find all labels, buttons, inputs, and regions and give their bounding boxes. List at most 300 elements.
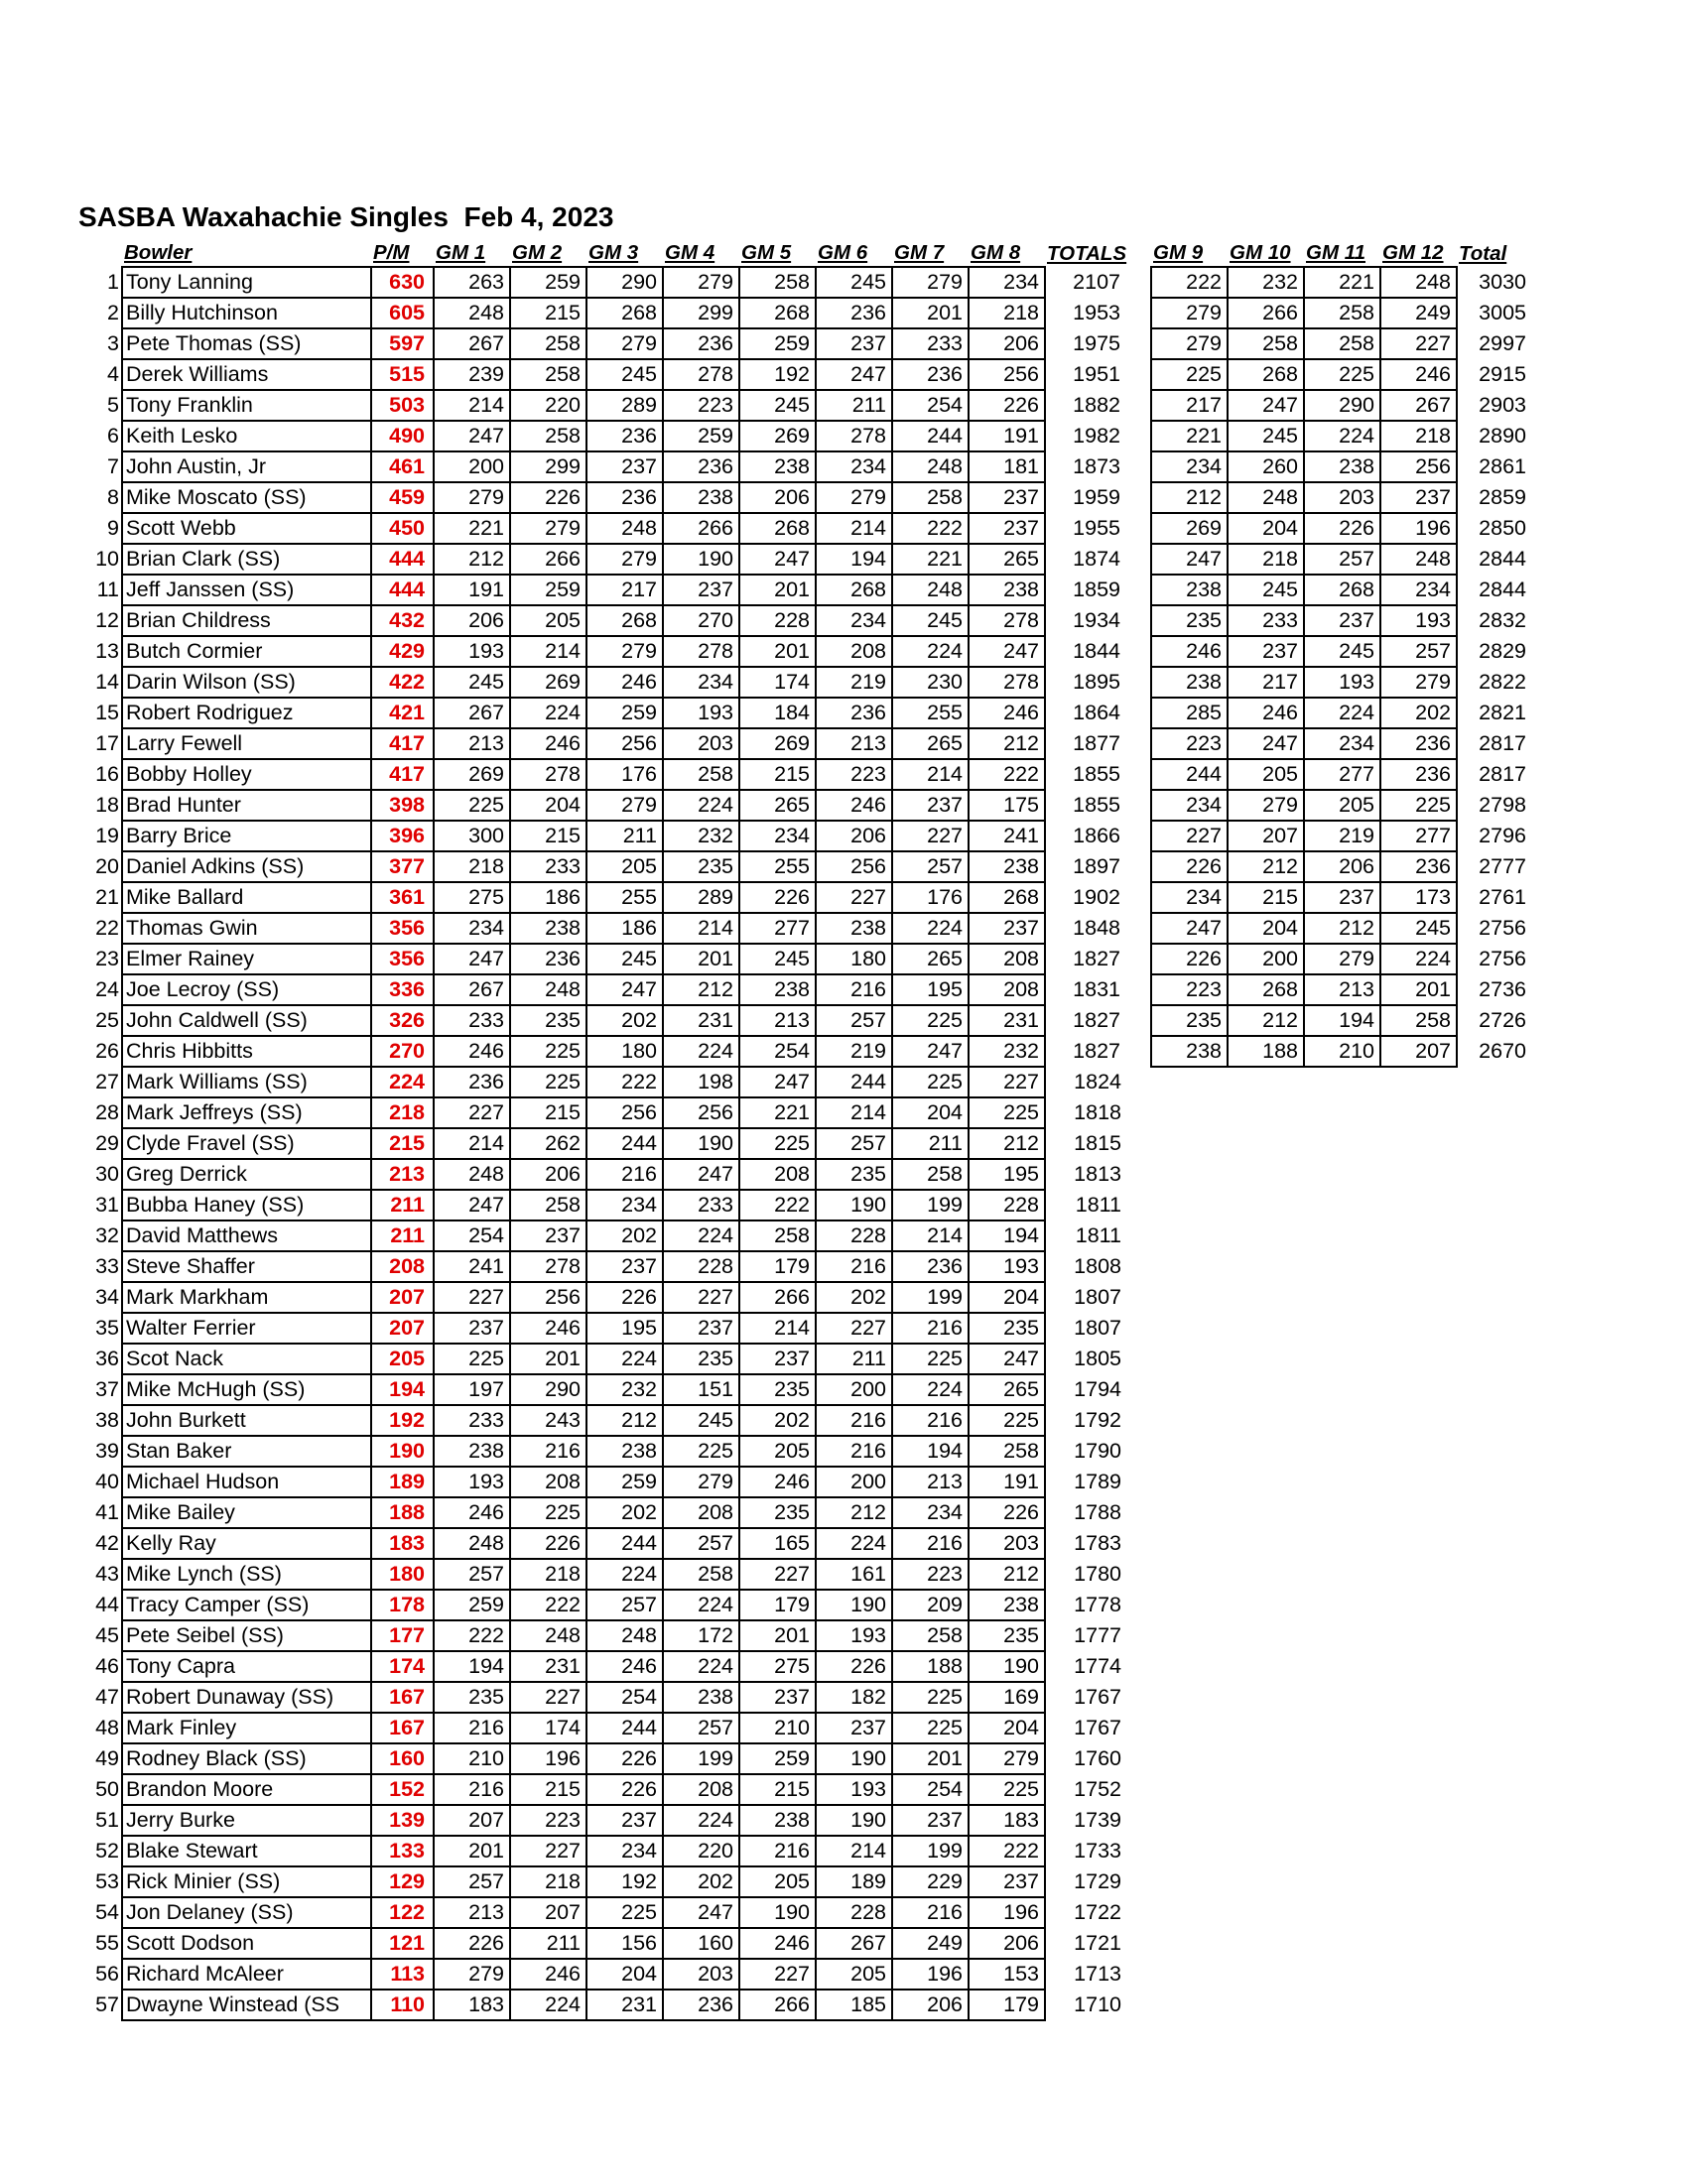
game-score-cell: 238 xyxy=(1151,1036,1228,1067)
plus-minus-cell: 190 xyxy=(371,1436,434,1467)
game-score-cell: 225 xyxy=(434,1344,510,1374)
game-score-cell: 216 xyxy=(892,1528,969,1559)
plus-minus-cell: 605 xyxy=(371,298,434,328)
game-score-cell: 211 xyxy=(510,1928,586,1959)
bowler-name-cell: Dwayne Winstead (SS xyxy=(122,1990,371,2020)
plus-minus-cell: 180 xyxy=(371,1559,434,1590)
game-score-cell: 213 xyxy=(892,1467,969,1497)
plus-minus-cell: 167 xyxy=(371,1682,434,1713)
game-score-cell: 246 xyxy=(969,698,1045,728)
plus-minus-cell: 133 xyxy=(371,1836,434,1866)
table-row xyxy=(78,882,1544,913)
game-score-cell: 279 xyxy=(586,544,663,575)
plus-minus-cell: 459 xyxy=(371,482,434,513)
empty-cell xyxy=(1228,1405,1304,1436)
game-score-cell: 265 xyxy=(969,1374,1045,1405)
rank-cell: 2 xyxy=(107,301,119,324)
game-score-cell: 215 xyxy=(739,759,816,790)
game-score-cell: 206 xyxy=(739,482,816,513)
bowler-name-cell: Larry Fewell xyxy=(122,728,371,759)
game-score-cell: 236 xyxy=(663,328,739,359)
empty-cell xyxy=(1380,1743,1457,1774)
game-score-cell: 246 xyxy=(1228,698,1304,728)
grand-total-cell: 2859 xyxy=(1479,485,1526,509)
game-score-cell: 212 xyxy=(816,1497,892,1528)
game-score-cell: 244 xyxy=(892,421,969,451)
game-score-cell: 180 xyxy=(816,944,892,974)
totals-cell: 1815 xyxy=(1074,1131,1121,1155)
bowler-name-cell: Walter Ferrier xyxy=(122,1313,371,1344)
game-score-cell: 225 xyxy=(1151,359,1228,390)
game-score-cell: 193 xyxy=(1304,667,1380,698)
empty-cell xyxy=(1380,1128,1457,1159)
plus-minus-cell: 160 xyxy=(371,1743,434,1774)
totals-cell: 1789 xyxy=(1074,1470,1121,1493)
plus-minus-cell: 356 xyxy=(371,913,434,944)
game-score-cell: 235 xyxy=(434,1682,510,1713)
empty-cell xyxy=(1457,1497,1544,1528)
rank-cell: 37 xyxy=(95,1377,119,1401)
game-score-cell: 201 xyxy=(739,636,816,667)
game-score-cell: 212 xyxy=(1228,851,1304,882)
rank-cell: 54 xyxy=(95,1900,119,1924)
empty-cell xyxy=(1304,1928,1380,1959)
empty-cell xyxy=(1228,1528,1304,1559)
game-score-cell: 299 xyxy=(663,298,739,328)
plus-minus-cell: 213 xyxy=(371,1159,434,1190)
game-score-cell: 206 xyxy=(969,328,1045,359)
plus-minus-cell: 211 xyxy=(371,1220,434,1251)
grand-total-cell: 2915 xyxy=(1479,362,1526,386)
game-score-cell: 212 xyxy=(1228,1005,1304,1036)
game-score-cell: 234 xyxy=(816,451,892,482)
totals-cell: 1951 xyxy=(1073,362,1120,386)
game-score-cell: 224 xyxy=(1304,698,1380,728)
game-score-cell: 279 xyxy=(1380,667,1457,698)
empty-cell xyxy=(1304,1743,1380,1774)
empty-cell xyxy=(1457,1220,1544,1251)
game-score-cell: 247 xyxy=(1151,913,1228,944)
game-score-cell: 222 xyxy=(434,1620,510,1651)
game-score-cell: 227 xyxy=(434,1097,510,1128)
game-score-cell: 248 xyxy=(892,451,969,482)
game-score-cell: 245 xyxy=(1304,636,1380,667)
table-row xyxy=(78,913,1544,944)
game-score-cell: 180 xyxy=(586,1036,663,1067)
empty-cell xyxy=(1304,1436,1380,1467)
plus-minus-cell: 515 xyxy=(371,359,434,390)
empty-cell xyxy=(1151,1097,1228,1128)
totals-cell: 1760 xyxy=(1074,1746,1121,1770)
plus-minus-cell: 597 xyxy=(371,328,434,359)
game-score-cell: 237 xyxy=(586,451,663,482)
game-score-cell: 266 xyxy=(1228,298,1304,328)
bowler-name-cell: Jon Delaney (SS) xyxy=(122,1897,371,1928)
empty-cell xyxy=(1151,1866,1228,1897)
game-score-cell: 237 xyxy=(816,328,892,359)
game-score-cell: 225 xyxy=(892,1682,969,1713)
empty-cell xyxy=(1151,1067,1228,1097)
totals-cell: 1733 xyxy=(1074,1839,1121,1863)
game-score-cell: 212 xyxy=(1151,482,1228,513)
game-score-cell: 204 xyxy=(586,1959,663,1990)
empty-cell xyxy=(1304,1590,1380,1620)
game-score-cell: 237 xyxy=(434,1313,510,1344)
game-score-cell: 211 xyxy=(816,390,892,421)
empty-cell xyxy=(1380,1866,1457,1897)
game-score-cell: 248 xyxy=(1228,482,1304,513)
game-score-cell: 217 xyxy=(586,575,663,605)
table-row xyxy=(78,1159,1544,1190)
game-score-cell: 279 xyxy=(586,328,663,359)
game-score-cell: 221 xyxy=(739,1097,816,1128)
bowler-name-cell: Robert Rodriguez xyxy=(122,698,371,728)
game-score-cell: 194 xyxy=(1304,1005,1380,1036)
game-score-cell: 184 xyxy=(739,698,816,728)
game-score-cell: 256 xyxy=(816,851,892,882)
game-score-cell: 227 xyxy=(739,1959,816,1990)
game-score-cell: 192 xyxy=(739,359,816,390)
plus-minus-cell: 417 xyxy=(371,759,434,790)
game-score-cell: 225 xyxy=(892,1344,969,1374)
game-score-cell: 223 xyxy=(1151,728,1228,759)
game-score-cell: 205 xyxy=(1304,790,1380,821)
empty-cell xyxy=(1304,1897,1380,1928)
plus-minus-cell: 503 xyxy=(371,390,434,421)
empty-cell xyxy=(1228,1620,1304,1651)
totals-cell: 1827 xyxy=(1073,1008,1120,1032)
grand-total-cell: 2861 xyxy=(1479,454,1526,478)
game-score-cell: 193 xyxy=(816,1620,892,1651)
empty-cell xyxy=(1304,1651,1380,1682)
bowler-name-cell: Brad Hunter xyxy=(122,790,371,821)
game-score-cell: 265 xyxy=(892,944,969,974)
empty-cell xyxy=(1228,1344,1304,1374)
totals-cell: 1807 xyxy=(1074,1285,1121,1309)
game-score-cell: 202 xyxy=(586,1497,663,1528)
totals-cell: 1774 xyxy=(1074,1654,1121,1678)
game-score-cell: 266 xyxy=(663,513,739,544)
bowler-name-cell: Tracy Camper (SS) xyxy=(122,1590,371,1620)
game-score-cell: 248 xyxy=(434,298,510,328)
game-score-cell: 265 xyxy=(969,544,1045,575)
rank-cell: 22 xyxy=(95,916,119,940)
game-score-cell: 279 xyxy=(816,482,892,513)
game-score-cell: 156 xyxy=(586,1928,663,1959)
game-score-cell: 235 xyxy=(663,1344,739,1374)
game-score-cell: 194 xyxy=(969,1220,1045,1251)
rank-cell: 48 xyxy=(95,1716,119,1739)
game-score-cell: 174 xyxy=(510,1713,586,1743)
game-score-cell: 269 xyxy=(1151,513,1228,544)
game-score-cell: 230 xyxy=(892,667,969,698)
game-score-cell: 258 xyxy=(1304,328,1380,359)
table-row xyxy=(78,759,1544,790)
game-score-cell: 257 xyxy=(892,851,969,882)
game-score-cell: 224 xyxy=(586,1344,663,1374)
game-score-cell: 237 xyxy=(969,482,1045,513)
bowler-name-cell: Butch Cormier xyxy=(122,636,371,667)
game-score-cell: 190 xyxy=(816,1743,892,1774)
totals-cell: 1895 xyxy=(1073,670,1120,694)
totals-cell: 1777 xyxy=(1074,1623,1121,1647)
game-score-cell: 223 xyxy=(663,390,739,421)
game-score-cell: 227 xyxy=(510,1836,586,1866)
game-score-cell: 265 xyxy=(892,728,969,759)
game-score-cell: 275 xyxy=(434,882,510,913)
empty-cell xyxy=(1457,1251,1544,1282)
empty-cell xyxy=(1304,1220,1380,1251)
empty-cell xyxy=(1228,1497,1304,1528)
game-score-cell: 216 xyxy=(739,1836,816,1866)
game-score-cell: 214 xyxy=(434,1128,510,1159)
table-row xyxy=(78,1405,1544,1436)
game-score-cell: 226 xyxy=(969,390,1045,421)
table-row xyxy=(78,267,1544,298)
game-score-cell: 236 xyxy=(586,421,663,451)
grand-total-cell: 2761 xyxy=(1479,885,1526,909)
game-score-cell: 204 xyxy=(1228,513,1304,544)
column-header: GM 8 xyxy=(971,241,1021,264)
game-score-cell: 216 xyxy=(816,1251,892,1282)
grand-total-cell: 2903 xyxy=(1479,393,1526,417)
bowler-name-cell: Bobby Holley xyxy=(122,759,371,790)
game-score-cell: 245 xyxy=(892,605,969,636)
game-score-cell: 201 xyxy=(663,944,739,974)
rank-cell: 50 xyxy=(95,1777,119,1801)
game-score-cell: 224 xyxy=(1380,944,1457,974)
game-score-cell: 216 xyxy=(816,1436,892,1467)
game-score-cell: 220 xyxy=(510,390,586,421)
game-score-cell: 205 xyxy=(1228,759,1304,790)
totals-cell: 1982 xyxy=(1073,424,1120,448)
game-score-cell: 258 xyxy=(892,1620,969,1651)
empty-cell xyxy=(1228,1467,1304,1497)
game-score-cell: 246 xyxy=(816,790,892,821)
game-score-cell: 234 xyxy=(739,821,816,851)
empty-cell xyxy=(1228,1374,1304,1405)
empty-cell xyxy=(1151,1374,1228,1405)
game-score-cell: 258 xyxy=(969,1436,1045,1467)
rank-cell: 36 xyxy=(95,1347,119,1370)
game-score-cell: 232 xyxy=(1228,267,1304,298)
game-score-cell: 237 xyxy=(739,1682,816,1713)
game-score-cell: 225 xyxy=(892,1713,969,1743)
table-row xyxy=(78,698,1544,728)
table-row xyxy=(78,513,1544,544)
game-score-cell: 200 xyxy=(816,1467,892,1497)
game-score-cell: 213 xyxy=(434,1897,510,1928)
table-body xyxy=(78,267,1544,2020)
bowler-name-cell: Brandon Moore xyxy=(122,1774,371,1805)
game-score-cell: 277 xyxy=(1304,759,1380,790)
empty-cell xyxy=(1151,1774,1228,1805)
game-score-cell: 257 xyxy=(434,1866,510,1897)
game-score-cell: 190 xyxy=(663,1128,739,1159)
empty-cell xyxy=(1228,1866,1304,1897)
game-score-cell: 222 xyxy=(969,1836,1045,1866)
game-score-cell: 247 xyxy=(663,1159,739,1190)
game-score-cell: 201 xyxy=(892,298,969,328)
game-score-cell: 257 xyxy=(1304,544,1380,575)
game-score-cell: 247 xyxy=(434,1190,510,1220)
game-score-cell: 198 xyxy=(663,1067,739,1097)
game-score-cell: 236 xyxy=(816,298,892,328)
empty-cell xyxy=(1228,1590,1304,1620)
game-score-cell: 247 xyxy=(663,1897,739,1928)
game-score-cell: 222 xyxy=(892,513,969,544)
game-score-cell: 238 xyxy=(739,974,816,1005)
table-row xyxy=(78,821,1544,851)
game-score-cell: 290 xyxy=(586,267,663,298)
bowler-name-cell: Barry Brice xyxy=(122,821,371,851)
game-score-cell: 196 xyxy=(510,1743,586,1774)
game-score-cell: 218 xyxy=(969,298,1045,328)
table-row xyxy=(78,544,1544,575)
empty-cell xyxy=(1228,1990,1304,2020)
bowler-name-cell: Joe Lecroy (SS) xyxy=(122,974,371,1005)
game-score-cell: 245 xyxy=(1228,421,1304,451)
game-score-cell: 237 xyxy=(1304,882,1380,913)
game-score-cell: 223 xyxy=(816,759,892,790)
bowler-name-cell: Daniel Adkins (SS) xyxy=(122,851,371,882)
game-score-cell: 279 xyxy=(663,267,739,298)
game-score-cell: 226 xyxy=(434,1928,510,1959)
game-score-cell: 235 xyxy=(739,1497,816,1528)
game-score-cell: 203 xyxy=(663,728,739,759)
game-score-cell: 199 xyxy=(892,1836,969,1866)
plus-minus-cell: 177 xyxy=(371,1620,434,1651)
game-score-cell: 232 xyxy=(586,1374,663,1405)
game-score-cell: 221 xyxy=(434,513,510,544)
game-score-cell: 238 xyxy=(1304,451,1380,482)
plus-minus-cell: 113 xyxy=(371,1959,434,1990)
bowler-name-cell: Kelly Ray xyxy=(122,1528,371,1559)
empty-cell xyxy=(1380,1374,1457,1405)
empty-cell xyxy=(1304,1713,1380,1743)
game-score-cell: 231 xyxy=(510,1651,586,1682)
empty-cell xyxy=(1457,1344,1544,1374)
rank-cell: 35 xyxy=(95,1316,119,1340)
game-score-cell: 235 xyxy=(663,851,739,882)
game-score-cell: 247 xyxy=(1228,728,1304,759)
totals-cell: 1953 xyxy=(1073,301,1120,324)
game-score-cell: 232 xyxy=(969,1036,1045,1067)
game-score-cell: 227 xyxy=(739,1559,816,1590)
empty-cell xyxy=(1228,1436,1304,1467)
table-row xyxy=(78,1497,1544,1528)
game-score-cell: 259 xyxy=(510,267,586,298)
bowler-name-cell: Rick Minier (SS) xyxy=(122,1866,371,1897)
bowler-name-cell: Mike Moscato (SS) xyxy=(122,482,371,513)
totals-cell: 1767 xyxy=(1074,1685,1121,1709)
totals-cell: 1794 xyxy=(1074,1377,1121,1401)
game-score-cell: 216 xyxy=(586,1159,663,1190)
game-score-cell: 224 xyxy=(586,1559,663,1590)
game-score-cell: 227 xyxy=(1151,821,1228,851)
rank-cell: 14 xyxy=(95,670,119,694)
game-score-cell: 248 xyxy=(434,1159,510,1190)
game-score-cell: 247 xyxy=(739,1067,816,1097)
plus-minus-cell: 121 xyxy=(371,1928,434,1959)
empty-cell xyxy=(1228,1220,1304,1251)
grand-total-cell: 2821 xyxy=(1479,701,1526,724)
game-score-cell: 256 xyxy=(969,359,1045,390)
game-score-cell: 208 xyxy=(739,1159,816,1190)
bowler-name-cell: Mike Ballard xyxy=(122,882,371,913)
rank-cell: 10 xyxy=(95,547,119,571)
game-score-cell: 246 xyxy=(510,728,586,759)
game-score-cell: 214 xyxy=(816,513,892,544)
game-score-cell: 200 xyxy=(434,451,510,482)
table-row xyxy=(78,451,1544,482)
game-score-cell: 238 xyxy=(586,1436,663,1467)
rank-cell: 11 xyxy=(96,578,119,601)
game-score-cell: 237 xyxy=(663,575,739,605)
game-score-cell: 244 xyxy=(586,1528,663,1559)
table-row xyxy=(78,667,1544,698)
bowler-name-cell: Steve Shaffer xyxy=(122,1251,371,1282)
game-score-cell: 268 xyxy=(739,513,816,544)
game-score-cell: 241 xyxy=(434,1251,510,1282)
game-score-cell: 225 xyxy=(1304,359,1380,390)
empty-cell xyxy=(1151,1928,1228,1959)
game-score-cell: 214 xyxy=(892,1220,969,1251)
bowler-name-cell: Stan Baker xyxy=(122,1436,371,1467)
game-score-cell: 201 xyxy=(1380,974,1457,1005)
game-score-cell: 235 xyxy=(1151,1005,1228,1036)
empty-cell xyxy=(1457,1866,1544,1897)
grand-total-cell: 2997 xyxy=(1479,331,1526,355)
game-score-cell: 263 xyxy=(434,267,510,298)
game-score-cell: 279 xyxy=(1151,328,1228,359)
table-row xyxy=(78,1036,1544,1067)
game-score-cell: 226 xyxy=(510,1528,586,1559)
empty-cell xyxy=(1151,1682,1228,1713)
bowler-name-cell: Brian Clark (SS) xyxy=(122,544,371,575)
empty-cell xyxy=(1457,1928,1544,1959)
game-score-cell: 202 xyxy=(816,1282,892,1313)
game-score-cell: 153 xyxy=(969,1959,1045,1990)
game-score-cell: 237 xyxy=(969,1866,1045,1897)
bowler-name-cell: Clyde Fravel (SS) xyxy=(122,1128,371,1159)
empty-cell xyxy=(1151,1436,1228,1467)
game-score-cell: 234 xyxy=(969,267,1045,298)
game-score-cell: 214 xyxy=(434,390,510,421)
game-score-cell: 279 xyxy=(586,636,663,667)
game-score-cell: 224 xyxy=(510,698,586,728)
game-score-cell: 238 xyxy=(739,451,816,482)
empty-cell xyxy=(1457,1590,1544,1620)
game-score-cell: 179 xyxy=(739,1590,816,1620)
game-score-cell: 217 xyxy=(1151,390,1228,421)
game-score-cell: 226 xyxy=(586,1743,663,1774)
game-score-cell: 219 xyxy=(1304,821,1380,851)
game-score-cell: 190 xyxy=(816,1805,892,1836)
game-score-cell: 191 xyxy=(969,421,1045,451)
game-score-cell: 247 xyxy=(816,359,892,390)
empty-cell xyxy=(1228,1836,1304,1866)
grand-total-cell: 2726 xyxy=(1479,1008,1526,1032)
game-score-cell: 246 xyxy=(739,1467,816,1497)
column-header: Total xyxy=(1459,241,1507,265)
game-score-cell: 254 xyxy=(892,1774,969,1805)
grand-total-cell: 2829 xyxy=(1479,639,1526,663)
game-score-cell: 245 xyxy=(434,667,510,698)
empty-cell xyxy=(1304,1990,1380,2020)
rank-cell: 52 xyxy=(95,1839,119,1863)
game-score-cell: 279 xyxy=(1151,298,1228,328)
